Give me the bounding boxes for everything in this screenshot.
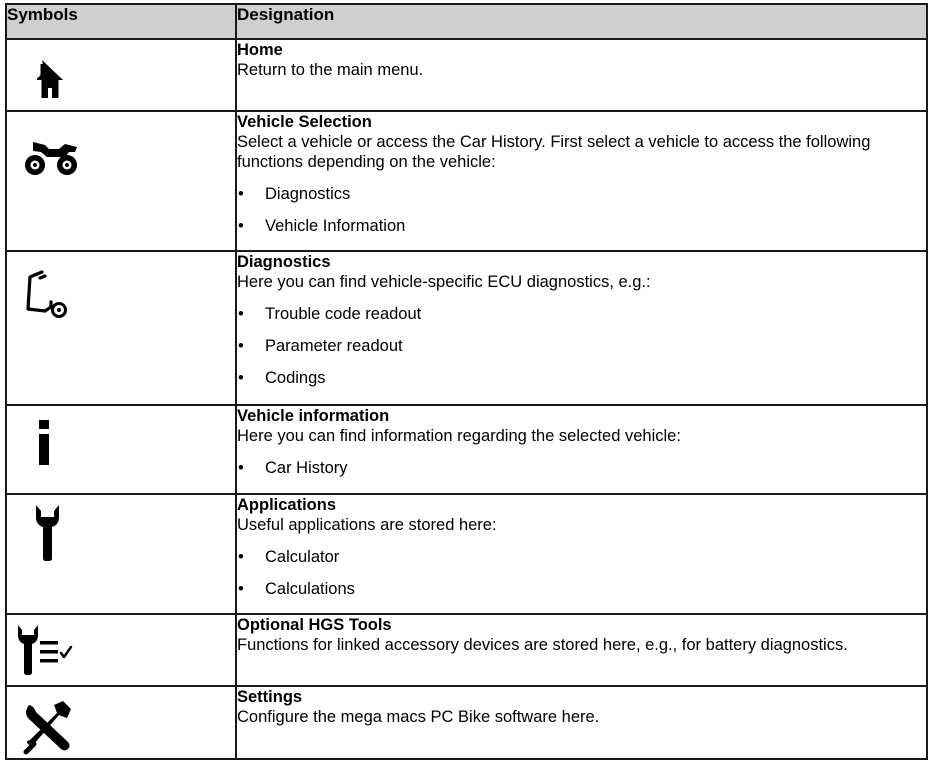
list-item: • Vehicle Information <box>237 216 926 236</box>
row-title: Settings <box>237 688 303 706</box>
table-row <box>6 251 927 405</box>
tools-list-icon <box>15 623 81 679</box>
symbols-table <box>5 3 928 760</box>
row-title: Home <box>237 41 283 59</box>
designation-cell <box>236 251 927 405</box>
row-text: Functions for linked accessory devices are stored here, e.g., for battery diagnostics. <box>237 636 848 654</box>
info-icon <box>34 418 64 472</box>
home-icon <box>21 48 81 108</box>
list-item: • Diagnostics <box>237 184 926 204</box>
row-title: Vehicle information <box>237 407 390 425</box>
designation-cell <box>236 111 927 251</box>
row-title: Applications <box>237 496 337 514</box>
designation-cell <box>236 686 927 759</box>
symbol-cell <box>6 111 236 251</box>
bullet-list <box>237 458 926 478</box>
symbols-document <box>5 3 926 760</box>
table-row <box>6 614 927 686</box>
row-text: Return to the main menu. <box>237 61 424 79</box>
row-text: Here you can find vehicle-specific ECU diagnostics, e.g.: <box>237 273 651 291</box>
row-text: Select a vehicle or access the Car History. First select a vehicle to access the following functions depending on the vehicle: <box>237 133 871 171</box>
list-item: • Calculator <box>237 547 926 567</box>
table-row <box>6 39 927 111</box>
table-row <box>6 686 927 759</box>
header-designation: Designation <box>236 4 927 39</box>
designation-cell <box>236 39 927 111</box>
settings-tools-icon <box>19 695 79 755</box>
row-text: Configure the mega macs PC Bike software here. <box>237 708 600 726</box>
row-text: Here you can find information regarding the selected vehicle: <box>237 427 681 445</box>
quad-bike-icon <box>19 132 89 182</box>
row-title: Diagnostics <box>237 253 331 271</box>
symbol-cell <box>6 494 236 614</box>
symbol-cell <box>6 614 236 686</box>
row-title: Vehicle Selection <box>237 113 372 131</box>
designation-cell <box>236 494 927 614</box>
bullet-list <box>237 547 926 599</box>
list-item: • Calculations <box>237 579 926 599</box>
designation-cell <box>236 405 927 494</box>
stethoscope-icon <box>17 264 77 324</box>
row-title: Optional HGS Tools <box>237 616 392 634</box>
bullet-list <box>237 304 926 388</box>
table-header-row <box>6 4 927 39</box>
table-row <box>6 405 927 494</box>
table-row <box>6 494 927 614</box>
wrench-icon <box>33 503 63 567</box>
table-row <box>6 111 927 251</box>
list-item: • Car History <box>237 458 926 478</box>
symbol-cell <box>6 251 236 405</box>
symbol-cell <box>6 39 236 111</box>
row-text: Useful applications are stored here: <box>237 516 497 534</box>
list-item: • Trouble code readout <box>237 304 926 324</box>
header-symbols: Symbols <box>6 4 236 39</box>
bullet-list <box>237 184 926 236</box>
symbol-cell <box>6 405 236 494</box>
list-item: • Parameter readout <box>237 336 926 356</box>
designation-cell <box>236 614 927 686</box>
list-item: • Codings <box>237 368 926 388</box>
symbol-cell <box>6 686 236 759</box>
